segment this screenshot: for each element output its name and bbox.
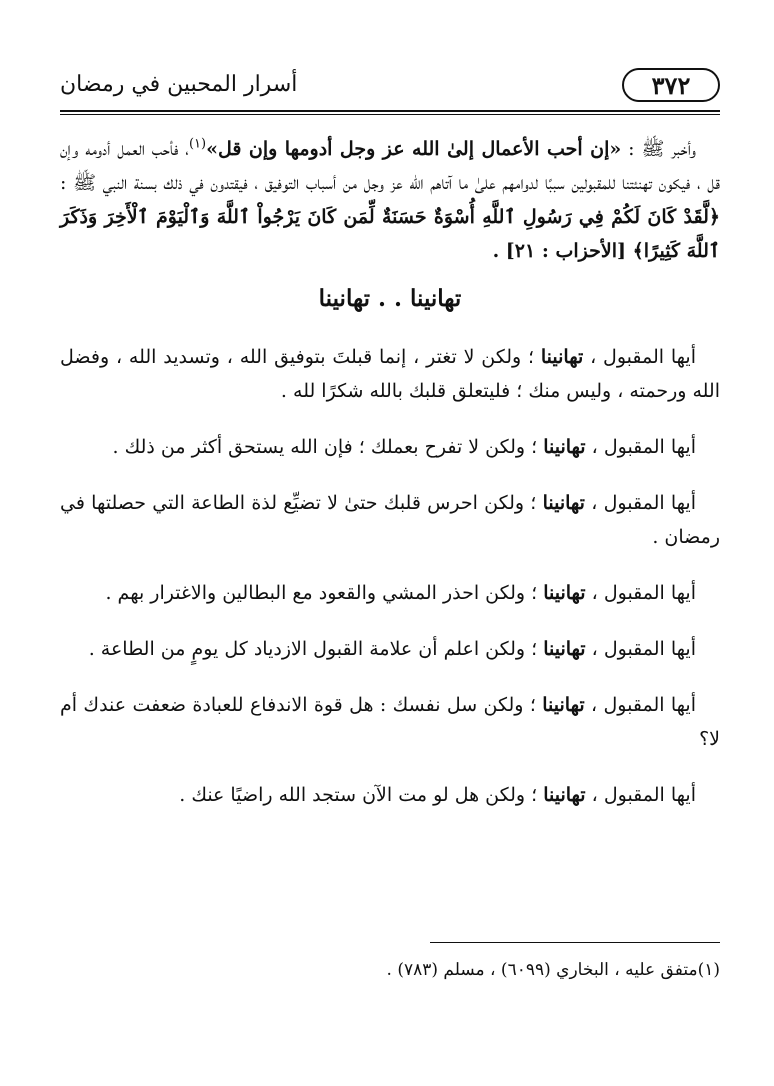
paragraph-6 — [60, 688, 720, 756]
book-page — [60, 60, 720, 1040]
paragraph-3 — [60, 486, 720, 554]
paragraph-4 — [60, 576, 720, 610]
quran-verse: ﴿لَّقَدْ كَانَ لَكُمْ فِي رَسُولِ ٱللَّهِ أُسْوَةٌ حَسَنَةٌ لِّمَن كَانَ يَرْجُواْ ٱللَّهَ وَٱلْيَوْمَ ٱلْأَخِرَ وَذَكَرَ ٱللَّهَ كَثِيرًا﴾ — [60, 206, 720, 262]
paragraph-text: ؛ ولكن احذر المشي والقعود مع البطالين والاغترار بهم . — [105, 582, 544, 604]
page-number: ٣٧٢ — [622, 68, 720, 102]
paragraph-keyword: تهانينا — [543, 582, 586, 604]
paragraph-keyword: تهانينا — [542, 492, 585, 514]
paragraph-keyword: تهانينا — [543, 638, 586, 660]
intro-paragraph — [60, 132, 720, 268]
paragraph-keyword: تهانينا — [543, 436, 586, 458]
paragraph-5 — [60, 632, 720, 666]
paragraph-keyword: تهانينا — [542, 694, 585, 716]
paragraph-keyword: تهانينا — [543, 784, 586, 806]
running-title: أسرار المحبين في رمضان — [60, 72, 298, 97]
intro-rest: ، فأحب العمل أدومه وإن قل ، فيكون تهنئتنا للمقبولين سببًا لدوامهم علىٰ ما آتاهم الله عز وجل من أسباب التوفيق ، فيقتدون في ذلك بسنة النبي ﷺ : — [60, 138, 720, 194]
paragraph-lead: أيها المقبول ، — [583, 346, 696, 368]
paragraph-text: ؛ ولكن اعلم أن علامة القبول الازدياد كل يومٍ من الطاعة . — [88, 638, 544, 660]
paragraph-lead: أيها المقبول ، — [584, 492, 697, 514]
section-heading: تهانينا . . تهانينا — [318, 285, 462, 312]
paragraph-7 — [60, 778, 720, 812]
paragraph-text: ؛ ولكن لا تغتر ، إنما قبلتَ بتوفيق الله ، وتسديد الله ، وفضل الله ورحمته ، وليس منك ؛ فليتعلق قلبك بالله شكرًا لله . — [60, 346, 720, 402]
footnote: (١)متفق عليه ، البخاري (٦٠٩٩) ، مسلم (٧٨٣) . — [386, 960, 720, 980]
footnote-ref: (١) — [188, 136, 207, 152]
paragraph-1 — [60, 340, 720, 408]
header-rule-thin — [60, 114, 720, 115]
paragraph-keyword: تهانينا — [540, 346, 584, 368]
paragraph-lead: أيها المقبول ، — [585, 638, 696, 660]
paragraph-lead: أيها المقبول ، — [585, 436, 696, 458]
verse-citation: [الأحزاب : ٢١] . — [492, 240, 633, 262]
paragraph-text: ؛ ولكن سل نفسك : هل قوة الاندفاع للعبادة ضعفت عندك أم لا؟ — [60, 694, 720, 750]
paragraph-lead: أيها المقبول ، — [584, 694, 696, 716]
paragraph-lead: أيها المقبول ، — [585, 784, 696, 806]
paragraph-lead: أيها المقبول ، — [585, 582, 696, 604]
intro-lead: وأخبر ﷺ : — [621, 138, 696, 160]
paragraph-text: ؛ ولكن احرس قلبك حتىٰ لا تضيِّع لذة الطاعة التي حصلتها في رمضان . — [60, 492, 720, 548]
page-header — [60, 60, 720, 112]
paragraph-2 — [60, 430, 720, 464]
hadith-quote: «إن أحب الأعمال إلىٰ الله عز وجل أدومها وإن قل» — [206, 138, 622, 160]
paragraph-text: ؛ ولكن لا تفرح بعملك ؛ فإن الله يستحق أكثر من ذلك . — [112, 436, 544, 458]
header-rule — [60, 110, 720, 112]
page-content — [60, 132, 720, 834]
paragraph-text: ؛ ولكن هل لو مت الآن ستجد الله راضيًا عنك . — [179, 784, 544, 806]
footnote-rule — [430, 942, 720, 943]
